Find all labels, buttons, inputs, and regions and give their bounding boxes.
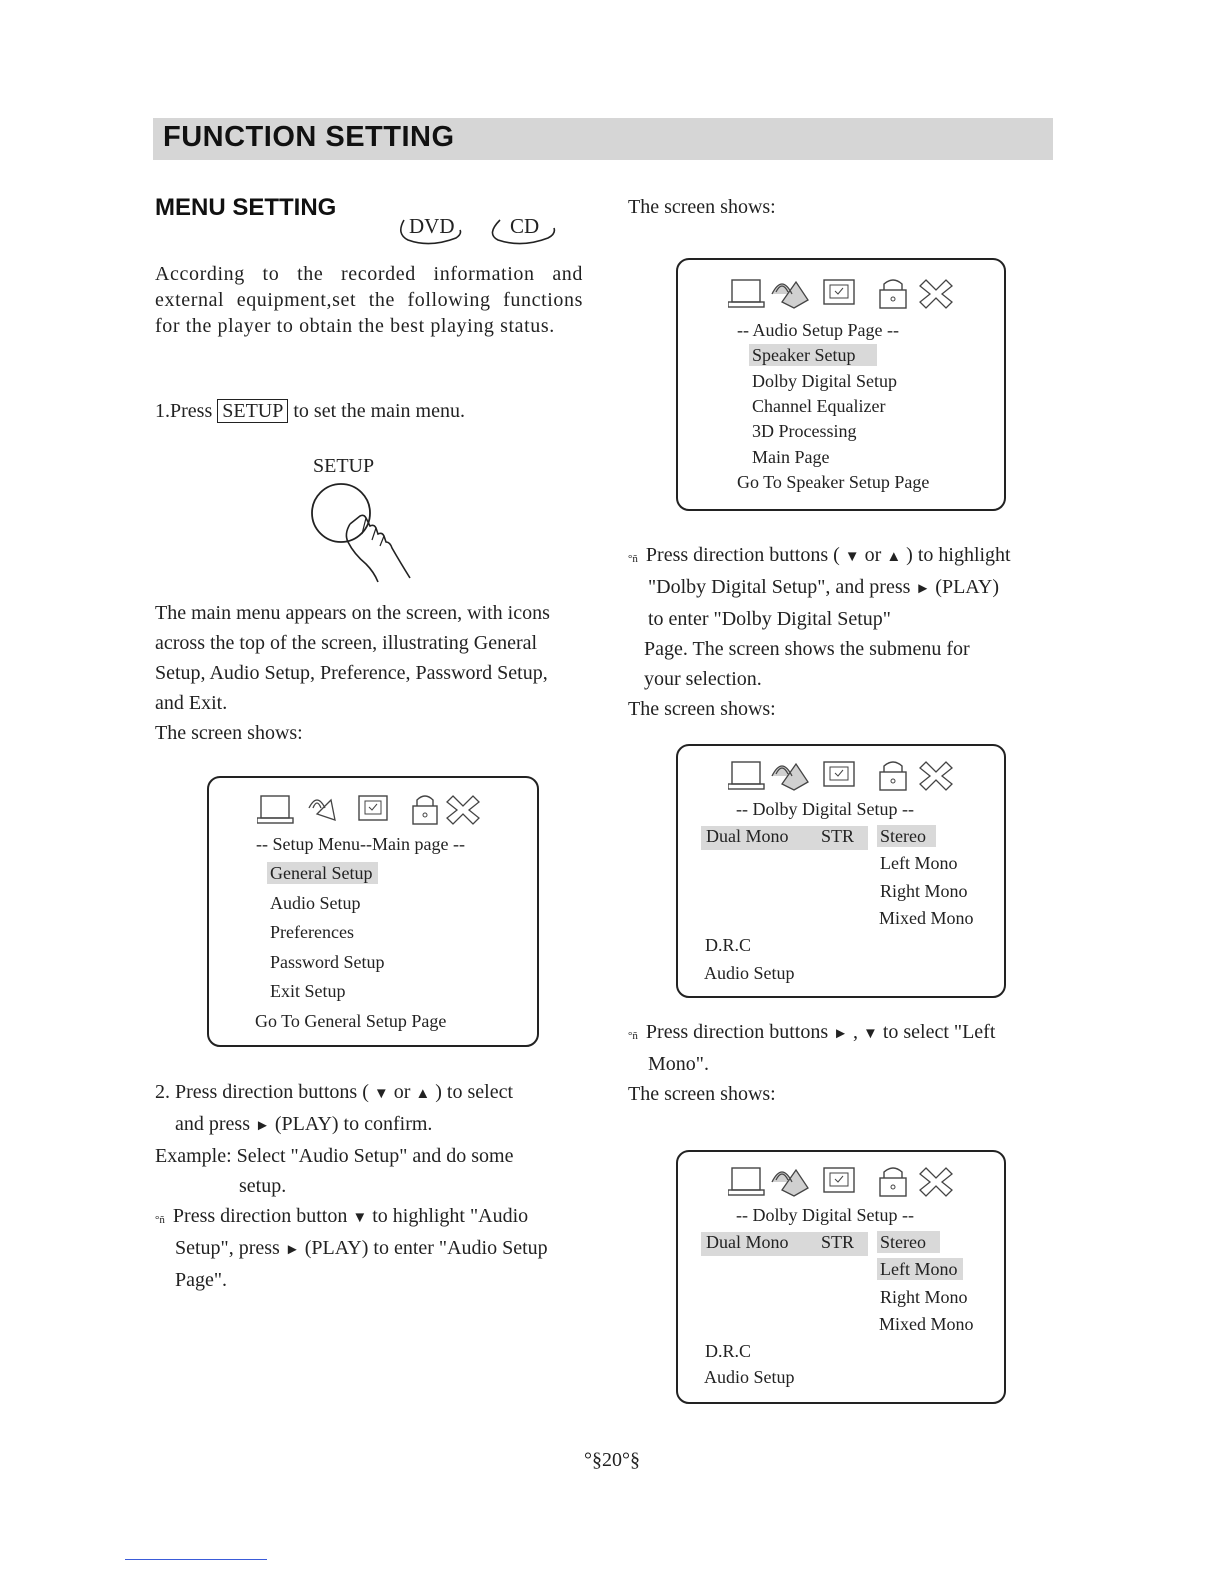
text-span: Press direction button [172, 1205, 353, 1227]
preference-icon [359, 796, 387, 820]
screen-footer-hint: Audio Setup [704, 1367, 795, 1387]
play-arrow-icon: ► [254, 1118, 270, 1134]
intro-paragraph: According to the recorded information and external equipment,set the following functions for the player to obtain the best playing status. [155, 263, 583, 337]
play-arrow-icon: ► [833, 1026, 848, 1042]
bullet-icon: °ñ [155, 1214, 165, 1226]
menu-item-exit-setup[interactable]: Exit Setup [270, 981, 346, 1001]
text-span: Setup", press [175, 1237, 285, 1259]
menu-item-drc[interactable]: D.R.C [705, 1341, 752, 1361]
text-line [628, 572, 1011, 604]
preference-icon [824, 1168, 854, 1192]
general-setup-icon [728, 1168, 764, 1195]
menu-icon-bar [257, 792, 487, 828]
step-2 [155, 1077, 548, 1295]
general-setup-icon [728, 762, 764, 789]
text-span: (PLAY) to confirm. [269, 1113, 433, 1135]
play-arrow-icon: ► [915, 581, 931, 597]
text-line [628, 1017, 995, 1049]
footnote-rule [125, 1559, 267, 1560]
screen-footer-hint: Go To Speaker Setup Page [737, 472, 930, 492]
text-span: , [847, 1021, 863, 1043]
screen-title: -- Setup Menu--Main page -- [256, 834, 465, 854]
text-line [155, 1233, 548, 1265]
screen-footer-hint: Audio Setup [704, 963, 795, 983]
screen-audio-setup [676, 258, 1006, 511]
text-span: ) to select [430, 1081, 514, 1103]
menu-icon-bar [728, 1164, 958, 1200]
up-arrow-icon: ▲ [886, 549, 902, 565]
menu-item-channel-equalizer[interactable]: Channel Equalizer [752, 396, 886, 416]
exit-icon [447, 796, 479, 824]
exit-icon [920, 1168, 952, 1196]
hand-press-button-icon [308, 480, 418, 588]
cd-label: CD [510, 214, 540, 238]
menu-item-audio-setup[interactable]: Audio Setup [270, 893, 361, 913]
text-line: Mono". [648, 1053, 709, 1075]
password-lock-icon [413, 796, 437, 824]
text-line: and Exit. [155, 692, 228, 714]
section-title: MENU SETTING [155, 194, 337, 221]
text-span: or [859, 544, 887, 566]
audio-setup-icon [772, 282, 808, 308]
text-line: setup. [239, 1175, 287, 1197]
text-span: and press [175, 1113, 255, 1135]
step-1 [155, 396, 465, 426]
step-1-prefix: 1.Press [155, 400, 218, 422]
password-lock-icon [880, 280, 906, 308]
general-setup-icon [728, 280, 764, 307]
dvd-label: DVD [409, 214, 455, 238]
text-span: (PLAY) to enter "Audio Setup [299, 1237, 548, 1259]
text-span: Press direction buttons [645, 1021, 834, 1043]
text-line: Setup, Audio Setup, Preference, Password Setup, [155, 662, 548, 684]
menu-item-dolby-digital-setup[interactable]: Dolby Digital Setup [752, 371, 897, 391]
text-span: Press direction buttons ( [645, 544, 845, 566]
text-span: or [388, 1081, 416, 1103]
text-line: Example: Select "Audio Setup" and do some [155, 1145, 514, 1167]
screen-title: -- Dolby Digital Setup -- [736, 1205, 914, 1225]
menu-item-main-page[interactable]: Main Page [752, 447, 830, 467]
down-arrow-icon: ▼ [373, 1086, 389, 1102]
text-span: "Dolby Digital Setup", and press [648, 576, 916, 598]
text-line [155, 1077, 548, 1109]
menu-item-3d-processing[interactable]: 3D Processing [752, 421, 857, 441]
option-stereo[interactable]: Stereo [877, 825, 936, 847]
text-line [628, 540, 1011, 572]
play-arrow-icon: ► [284, 1242, 300, 1258]
text-span: to select "Left [877, 1021, 996, 1043]
screen-title: -- Audio Setup Page -- [737, 320, 899, 340]
down-arrow-icon: ▼ [844, 549, 860, 565]
up-arrow-icon: ▲ [415, 1086, 431, 1102]
audio-setup-icon [772, 1170, 808, 1196]
step-1-suffix: to set the main menu. [288, 400, 465, 422]
option-stereo[interactable]: Stereo [877, 1231, 940, 1253]
password-lock-icon [880, 1168, 906, 1196]
text-line [155, 1201, 548, 1233]
password-lock-icon [880, 762, 906, 790]
text-line: Page". [175, 1269, 228, 1291]
screen-dolby-digital-setup [676, 744, 1006, 998]
text-line: The main menu appears on the screen, with icons [155, 602, 550, 624]
page-number: °§20°§ [584, 1449, 640, 1471]
menu-item-password-setup[interactable]: Password Setup [270, 952, 385, 972]
screen-shows-label: The screen shows: [628, 196, 776, 218]
bullet-icon: °ñ [628, 1030, 638, 1042]
menu-value-str: STR [821, 826, 855, 846]
menu-item-dual-mono[interactable]: Dual Mono [706, 1232, 789, 1252]
screen-title: -- Dolby Digital Setup -- [736, 799, 914, 819]
screen-main-page [207, 776, 539, 1047]
menu-item-dual-mono[interactable]: Dual Mono [706, 826, 789, 846]
menu-item-preferences[interactable]: Preferences [270, 922, 354, 942]
text-line: to enter "Dolby Digital Setup" [648, 608, 891, 630]
text-span: ) to highlight [901, 544, 1011, 566]
option-left-mono[interactable]: Left Mono [880, 853, 958, 873]
general-setup-icon [257, 796, 293, 823]
text-span: 2. Press direction buttons ( [155, 1081, 374, 1103]
menu-item-general-setup[interactable]: General Setup [267, 862, 378, 884]
dvd-badge [396, 212, 466, 246]
main-menu-description [155, 598, 550, 748]
preference-icon [824, 280, 854, 304]
text-span: (PLAY) [930, 576, 999, 598]
text-span: to highlight "Audio [367, 1205, 529, 1227]
preference-icon [824, 762, 854, 786]
text-line: across the top of the screen, illustrating General [155, 632, 538, 654]
bullet-icon: °ñ [628, 553, 638, 565]
setup-button-label: SETUP [313, 455, 375, 477]
menu-icon-bar [728, 758, 958, 794]
option-mixed-mono[interactable]: Mixed Mono [879, 1314, 974, 1334]
text-line: Page. The screen shows the submenu for [644, 638, 970, 660]
audio-setup-icon [309, 800, 335, 820]
page-title: FUNCTION SETTING [163, 121, 455, 153]
screen-dolby-left-mono [676, 1150, 1006, 1404]
menu-icon-bar [728, 276, 958, 312]
screen-footer-hint: Go To General Setup Page [255, 1011, 447, 1031]
text-line [155, 1109, 548, 1141]
down-arrow-icon: ▼ [352, 1210, 368, 1226]
setup-key: SETUP [217, 399, 288, 423]
option-mixed-mono[interactable]: Mixed Mono [879, 908, 974, 928]
option-right-mono[interactable]: Right Mono [880, 881, 968, 901]
exit-icon [920, 762, 952, 790]
menu-item-speaker-setup[interactable]: Speaker Setup [749, 344, 877, 366]
instruction-dolby [628, 540, 1011, 724]
option-left-mono[interactable]: Left Mono [877, 1258, 963, 1280]
instruction-left-mono [628, 1017, 995, 1109]
down-arrow-icon: ▼ [862, 1026, 878, 1042]
menu-value-str: STR [821, 1232, 855, 1252]
text-line: The screen shows: [628, 1083, 776, 1105]
option-right-mono[interactable]: Right Mono [880, 1287, 968, 1307]
cd-badge [484, 212, 558, 246]
text-line: The screen shows: [155, 722, 303, 744]
exit-icon [920, 280, 952, 308]
text-line: The screen shows: [628, 698, 776, 720]
text-line: your selection. [644, 668, 762, 690]
menu-item-drc[interactable]: D.R.C [705, 935, 752, 955]
audio-setup-icon [772, 764, 808, 790]
